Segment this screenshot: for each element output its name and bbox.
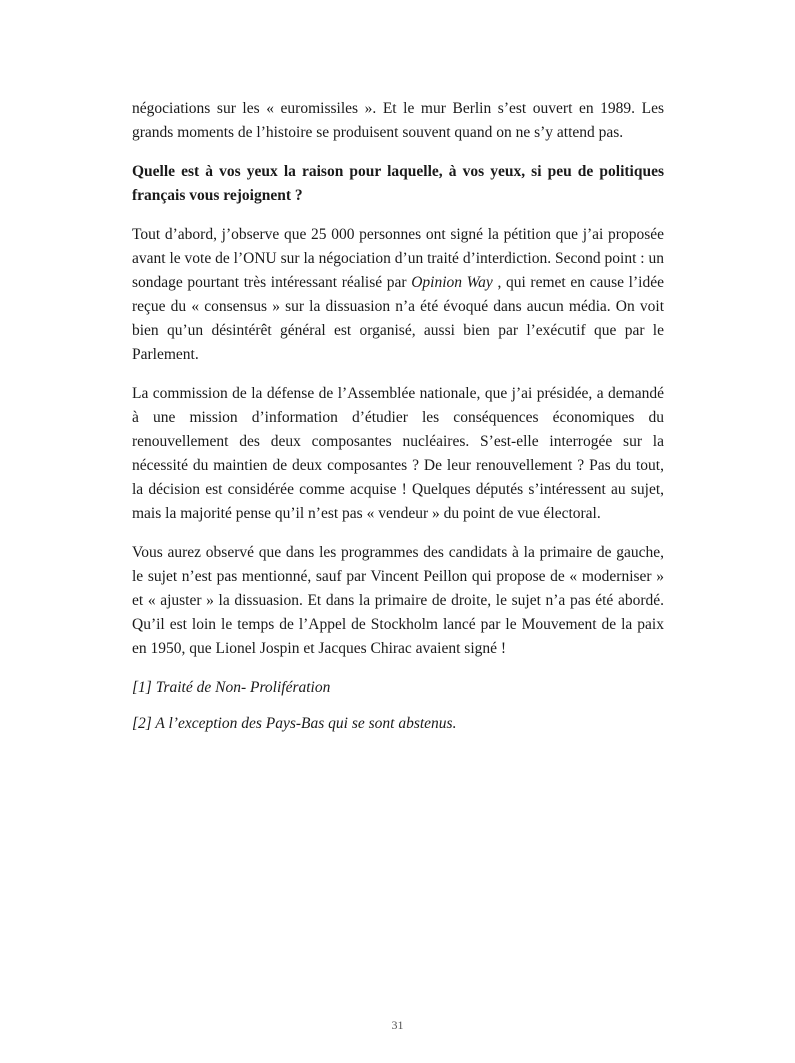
- interview-question: Quelle est à vos yeux la raison pour laquelle, à vos yeux, si peu de politiques français vous rejoignent ?: [132, 163, 664, 204]
- paragraph-intro: négociations sur les « euromissiles ». Et le mur Berlin s’est ouvert en 1989. Les grands moments de l’histoire se produisent souvent quand on ne s’y attend pas.: [132, 100, 664, 141]
- paragraph-petition: [132, 223, 664, 367]
- footnote-2: [2] A l’exception des Pays-Bas qui se sont abstenus.: [132, 715, 457, 732]
- poll-source-name: Opinion Way: [411, 274, 493, 291]
- page-body: [132, 97, 664, 748]
- paragraph-petition-text-2: , qui remet en cause l’idée reçue du « consensus » sur la dissuasion n’a été évoqué dans aucun média. On voit bien qu’un désintérêt général est organisé, aussi bien par l’exécutif que par le Parlement.: [132, 274, 664, 363]
- footnote-1: [1] Traité de Non- Prolifération: [132, 679, 331, 696]
- paragraph-petition-text-1: Tout d’abord, j’observe que 25 000 personnes ont signé la pétition que j’ai proposée avant le vote de l’ONU sur la négociation d’un traité d’interdiction. Second point : un sondage pourtant très intéressant réalisé par: [132, 226, 664, 291]
- page-number: 31: [391, 1018, 404, 1032]
- paragraph-commission: La commission de la défense de l’Assemblée nationale, que j’ai présidée, a demandé à une mission d’information d’étudier les conséquences économiques du renouvellement des deux composantes nucléaires. S’est-elle interrogée sur la nécessité du maintien de deux composantes ? De leur renouvellement ? Pas du tout, la décision est considérée comme acquise ! Quelques députés s’intéressent au sujet, mais la majorité pense qu’il n’est pas « vendeur » du point de vue électoral.: [132, 385, 664, 522]
- paragraph-primaries: Vous aurez observé que dans les programmes des candidats à la primaire de gauche, le sujet n’est pas mentionné, sauf par Vincent Peillon qui propose de « moderniser » et « ajuster » la dissuasion. Et dans la primaire de droite, le sujet n’a pas été abordé. Qu’il est loin le temps de l’Appel de Stockholm lancé par le Mouvement de la paix en 1950, que Lionel Jospin et Jacques Chirac avaient signé !: [132, 544, 664, 657]
